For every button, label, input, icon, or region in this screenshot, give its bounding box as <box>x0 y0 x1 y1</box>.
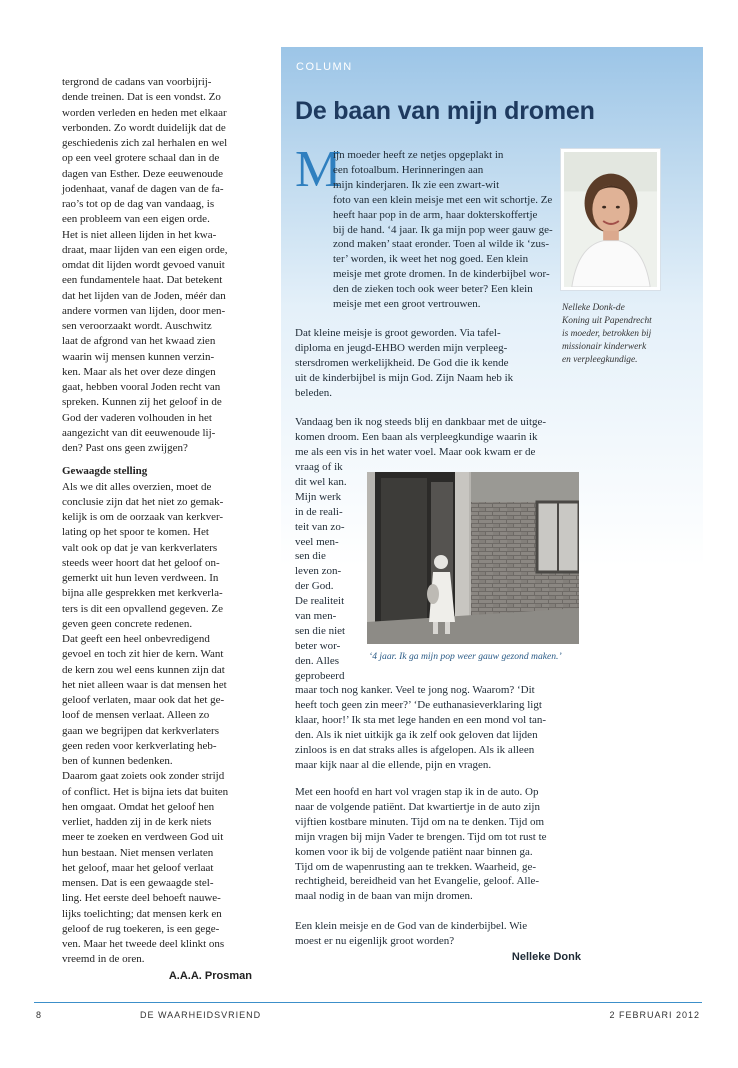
text-line: den. Als ik niet uitkijk ga ik zelf ook geloven dat lijden <box>295 728 538 741</box>
text-line: loof de mensen verlaat. Alleen zo <box>62 709 210 722</box>
text-line: sen die <box>295 550 326 563</box>
text-line: het niet alleen waar is dat mensen het <box>62 678 227 691</box>
text-line: Als we dit alles overzien, moet de <box>62 480 212 493</box>
text-line: mensen. Dat is een gewaagde stel- <box>62 877 214 889</box>
text-line: tergrond de cadans van voorbijrij- <box>62 76 212 88</box>
text-line: ter’ worden, ik weet het nog goed. Een klein <box>333 253 529 266</box>
text-line: leven zon- <box>295 565 342 578</box>
text-line: vraag of ik <box>295 461 343 473</box>
text-line: Mijn werk <box>295 490 342 503</box>
text-line: het geloof, maar het geloof verlaat <box>62 861 214 874</box>
text-line: geen reden voor kerkverlating heb- <box>62 739 217 752</box>
author-name: A.A.A. Prosman <box>168 969 252 982</box>
drop-cap: M <box>295 141 342 198</box>
paragraph-5 <box>295 919 595 949</box>
text-line: heeft toch geen zin meer?’ ‘De euthanasieverklaring ligt <box>295 698 542 711</box>
text-line: meisje met een groot vertrouwen. <box>333 298 481 311</box>
paragraph-4 <box>295 785 595 904</box>
text-line: Vandaag ben ik nog steeds blij en dankbaar met de uitge- <box>295 416 547 428</box>
text-line: draat, maar lijden van een eigen orde, <box>62 243 228 256</box>
text-line: Dat geeft een heel onbevredigend <box>62 633 210 645</box>
text-line: uit de kinderbijbel is mijn God. Zijn Naam heb ik <box>295 371 514 384</box>
text-line: ben of kunnen bedenken. <box>62 755 173 767</box>
text-line: veel men- <box>295 535 339 548</box>
text-line: Dat kleine meisje is groot geworden. Via tafel- <box>295 327 501 339</box>
text-line: Een klein meisje en de God van de kinderbijbel. Wie <box>295 920 528 932</box>
issue-date: 2 FEBRUARI 2012 <box>609 1010 700 1020</box>
text-line: op een veel grotere schaal dan in de <box>62 152 220 165</box>
text-line: heeft haar pop in de arm, haar dokterskoffertje <box>333 208 538 221</box>
text-line: God der vaderen volhouden in het <box>62 411 212 424</box>
text-line: teit van zo- <box>295 520 345 533</box>
column-panel <box>281 47 703 981</box>
text-line: dit wel kan. <box>295 475 347 488</box>
text-line: stersdromen werkelijkheid. De God die ik kende <box>295 356 509 369</box>
text-line: een fundamentele haat. Dat betekent <box>62 274 223 287</box>
text-line: zond maken’ staat eronder. Toen al wilde ik ‘zus- <box>333 238 549 251</box>
left-paragraph-1 <box>62 75 252 456</box>
text-line: hen omgaat. Omdat het geloof hen <box>62 800 215 813</box>
column-author-signature: Nelleke Donk <box>511 951 581 963</box>
text-line: lijks toelichting; dat mensen kerk en <box>62 907 222 920</box>
text-line: omdat dit lijden wordt gevoed vanuit <box>62 259 225 271</box>
vintage-photo-image <box>367 472 579 644</box>
text-line: vreemd in de oren. <box>62 953 145 966</box>
text-line: gevoel en toch zit hier de kern. Want <box>62 648 224 661</box>
text-line: hun bestaan. Niet mensen verlaten <box>62 846 214 859</box>
portrait-image <box>564 152 657 287</box>
text-line: meer te zoeken en verdween God uit <box>62 831 224 844</box>
text-line: gaat, hebben vooral Joden recht van <box>62 381 221 393</box>
text-line: laat de afgrond van het kwaad zien <box>62 335 216 348</box>
text-line: geloof verlaten, maar ook dat het ge- <box>62 694 225 706</box>
text-line: rechtigheid, bereidheid van het Evangelie, geloof. Alle- <box>295 875 540 888</box>
article-title: De baan van mijn dromen <box>295 97 595 125</box>
text-line: maal nodig in de baan van mijn dromen. <box>295 890 473 903</box>
text-line: worden verleden en heden met elkaar <box>62 106 227 119</box>
text-line: Nelleke Donk-de <box>562 303 625 313</box>
paragraph-2 <box>295 326 555 401</box>
text-line: Koning uit Papendrecht <box>562 316 652 326</box>
text-line: gaan we begrijpen dat kerkverlaters <box>62 724 219 737</box>
text-line: rao’s tot op de dag van vandaag, is <box>62 198 215 210</box>
text-line: komen voor ik bij de volgende patiënt naar binnen ga. <box>295 845 533 858</box>
left-article-column <box>62 75 252 984</box>
text-line: me als een vis in het water voel. Maar ook kwam er de <box>295 445 536 458</box>
text-line: ken. Maar als het over deze dingen <box>62 365 216 378</box>
text-line: aangezicht van dit eeuwenoude lij- <box>62 426 216 439</box>
text-line: komen droom. Een baan als verpleegkundige waarin ik <box>295 430 538 443</box>
text-line: missionair kinderwerk <box>562 342 647 352</box>
text-line: dende treinen. Dat is een vondst. Zo <box>62 91 221 104</box>
text-line: of conflict. Het is bijna iets dat buiten <box>62 785 229 798</box>
intro-paragraph <box>333 148 558 312</box>
section-heading: Gewaagde stelling <box>62 465 148 478</box>
text-line: geprobeerd <box>295 669 345 682</box>
publication-name: DE WAARHEIDSVRIEND <box>140 1010 262 1020</box>
text-line: bijna alle gesprekken met kerkverla- <box>62 587 223 600</box>
text-line: waarin wij mensen kunnen verzin- <box>62 350 215 363</box>
text-line: maar kijk naar al die ellende, pijn en vragen. <box>295 758 492 771</box>
text-line: de kern zou wel eens kunnen zijn dat <box>62 663 225 676</box>
text-line: der God. <box>295 580 334 593</box>
text-line: een probleem van een eigen orde. <box>62 213 210 226</box>
text-line: sen veroorzaakt wordt. Auschwitz <box>62 320 212 332</box>
paragraph-3 <box>295 415 595 460</box>
text-line: ters is dit een opvallend gegeven. Ze <box>62 602 223 615</box>
text-line: en verpleegkundige. <box>562 355 638 365</box>
text-line: jodenhaat, vanaf de dagen van de fa- <box>62 182 224 195</box>
text-line: kelijk is om de oorzaak van kerkver- <box>62 511 224 523</box>
text-line: gemerkt uit hun leven verdween. In <box>62 572 219 584</box>
text-line: Het is niet alleen lijden in het kwa- <box>62 228 217 241</box>
text-line: zinloos is en dat straks alles is afgelopen. Als ik alleen <box>295 743 535 756</box>
author-photo <box>560 148 661 291</box>
text-line: De realiteit <box>295 595 345 608</box>
paragraph-3-tail <box>295 683 595 772</box>
page-number: 8 <box>36 1010 43 1020</box>
text-line: bij de hand. ‘4 jaar. Ik ga mijn pop weer gauw ge- <box>333 223 553 236</box>
text-line: naar de volgende patiënt. Dat kwartiertje in de auto zijn <box>295 800 540 813</box>
text-line: mijn kinderjaren. Ik zie een zwart-wit <box>333 178 500 191</box>
text-line: mijn vragen bij mijn Vader te brengen. Tijd om tot rust te <box>295 830 547 843</box>
text-line: lating op het spoor te komen. Het <box>62 526 209 539</box>
text-line: van men- <box>295 610 337 623</box>
column-label: COLUMN <box>296 61 353 73</box>
text-line: spreken. Kunnen zij het geloof in de <box>62 396 222 409</box>
text-line: den. Alles <box>295 654 339 667</box>
text-line: dagen van Esther. Deze eeuwenoude <box>62 167 223 180</box>
text-line: valt ook op dat je van kerkverlaters <box>62 541 218 554</box>
text-line: beter wor- <box>295 639 341 652</box>
text-line: andere vormen van lijden, door men- <box>62 304 226 317</box>
text-line: beleden. <box>295 386 332 399</box>
text-line: maar toch nog kanker. Veel te jong nog. Waarom? ‘Dit <box>295 684 535 696</box>
text-line: ijn moeder heeft ze netjes opgeplakt in <box>333 149 504 161</box>
text-line: foto van een klein meisje met een wit schortje. Ze <box>333 193 553 206</box>
text-line: is moeder, betrokken bij <box>562 329 652 339</box>
text-line: diploma en jeugd-EHBO werden mijn verpleeg- <box>295 341 508 354</box>
text-line: verliet, hadden zij in de kerk niets <box>62 816 212 828</box>
text-line: sen die niet <box>295 624 346 637</box>
text-line: ling. Het eerste deel behoeft nauwe- <box>62 892 221 905</box>
text-line: Met een hoofd en hart vol vragen stap ik in de auto. Op <box>295 786 539 798</box>
text-line: Daarom gaat zoiets ook zonder strijd <box>62 770 225 783</box>
text-line: den de zieken toch ook weer beter? Een klein <box>333 283 533 296</box>
left-paragraph-2 <box>62 480 252 968</box>
text-line: steeds weer hoort dat het geloof on- <box>62 556 220 569</box>
text-line: ven. Maar het tweede deel klinkt ons <box>62 938 225 950</box>
text-line: verbonden. Zo wordt duidelijk dat de <box>62 121 226 134</box>
text-line: dat het lijden van de Joden, méér dan <box>62 289 226 302</box>
childhood-photo <box>367 472 579 644</box>
text-line: meisje met grote dromen. In de kinderbijbel wor- <box>333 268 550 281</box>
text-line: vijftien kostbare minuten. Tijd om na te denken. Tijd om <box>295 815 545 828</box>
text-line: geven geen concrete redenen. <box>62 617 193 630</box>
text-line: den? Past ons geen zwijgen? <box>62 442 188 454</box>
text-line: conclusie zijn dat het niet zo gemak- <box>62 495 224 508</box>
paragraph-3-narrow <box>295 460 367 684</box>
photo-caption <box>562 302 674 367</box>
text-line: in de reali- <box>295 505 343 518</box>
text-line: klaar, hoor!’ Ik sta met lege handen en een mond vol tan- <box>295 713 547 726</box>
text-line: een fotoalbum. Herinneringen aan <box>333 163 484 176</box>
text-line: Tijd om de wapenrusting aan te trekken. Waarheid, ge- <box>295 860 537 873</box>
text-line: geloof de rug toekeren, is een gege- <box>62 922 220 935</box>
text-line: moest er nu eigenlijk groot worden? <box>295 934 455 947</box>
footer-rule <box>34 1002 702 1003</box>
handwritten-caption: ‘4 jaar. Ik ga mijn pop weer gauw gezond maken.’ <box>369 651 562 662</box>
text-line: geschiedenis zich zal herhalen en wel <box>62 137 228 149</box>
